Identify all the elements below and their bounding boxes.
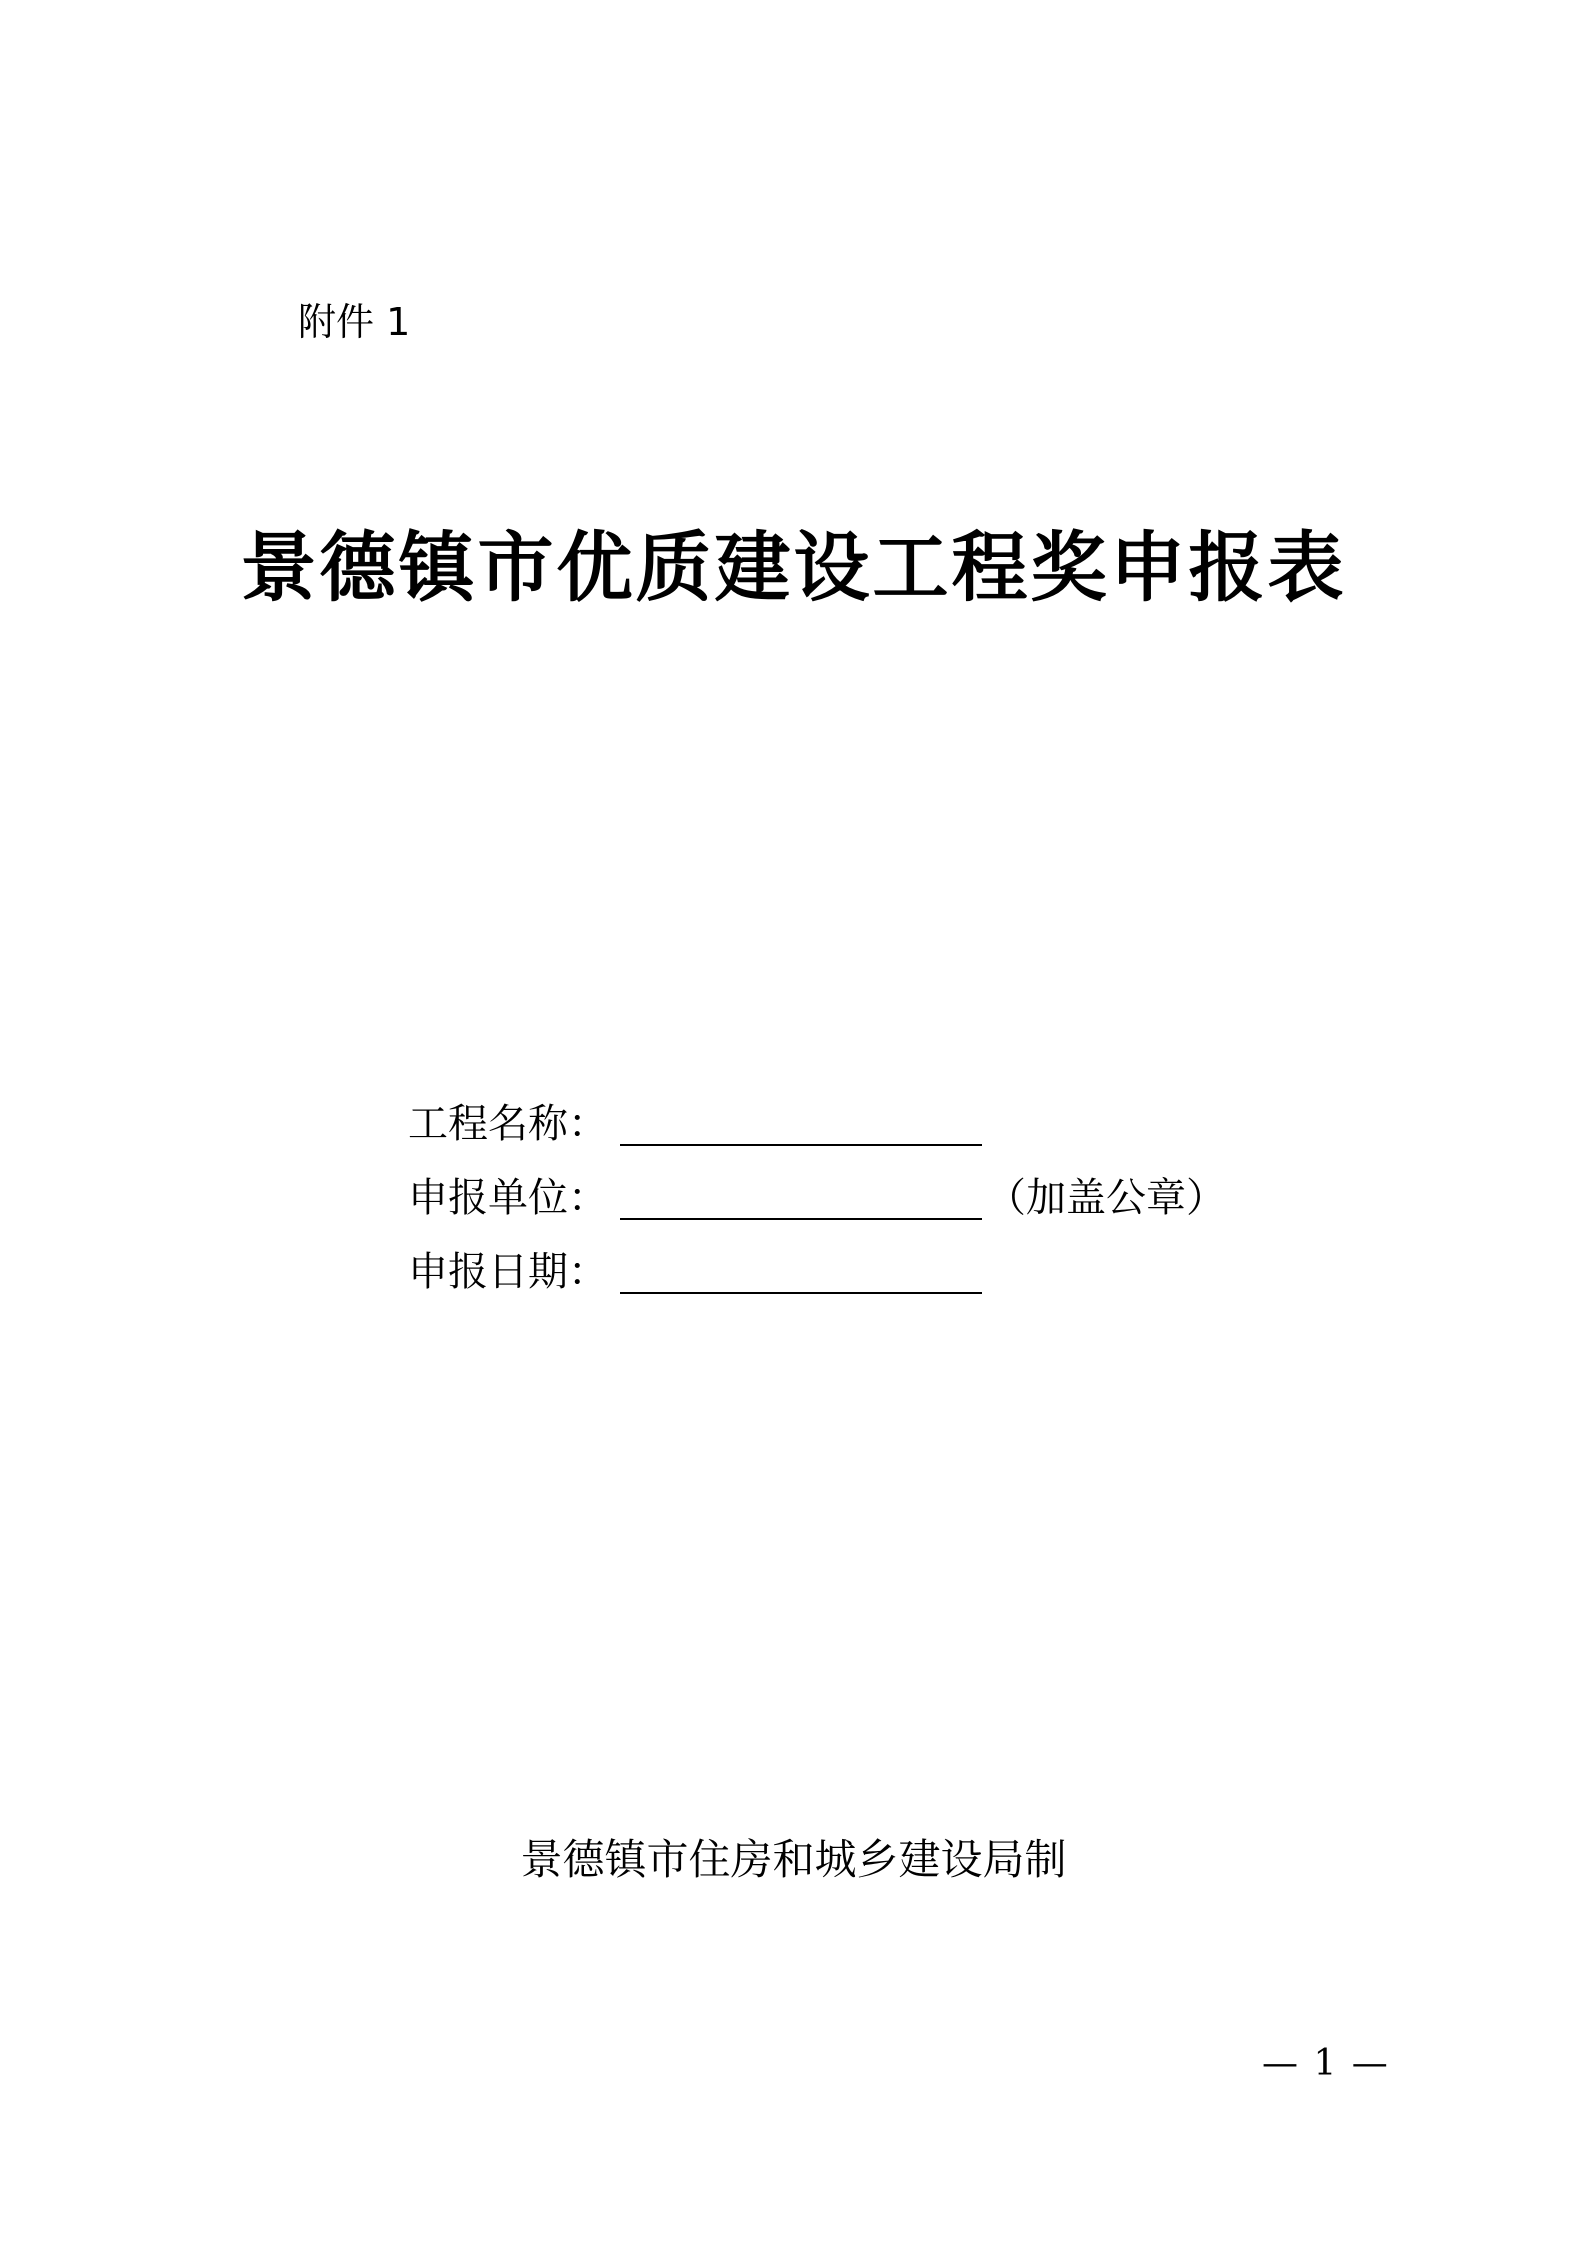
attachment-label: 附件 1 [298,300,411,344]
official-seal-note: （加盖公章） [986,1175,1226,1221]
field-application-date-label: 申报日期： [408,1249,608,1295]
field-applicant-unit [408,1152,1308,1226]
application-date-blank[interactable] [620,1242,982,1294]
project-name-blank[interactable] [620,1094,982,1146]
page-number: — 1 — [1262,2043,1390,2084]
document-title: 景德镇市优质建设工程奖申报表 [240,523,1347,612]
applicant-unit-blank[interactable] [620,1168,982,1220]
issuer-line: 景德镇市住房和城乡建设局制 [520,1835,1067,1884]
field-applicant-unit-label: 申报单位： [408,1175,608,1221]
field-project-name [408,1078,1308,1152]
application-fields [408,1078,1308,1300]
field-project-name-label: 工程名称： [408,1101,608,1147]
field-application-date [408,1226,1308,1300]
